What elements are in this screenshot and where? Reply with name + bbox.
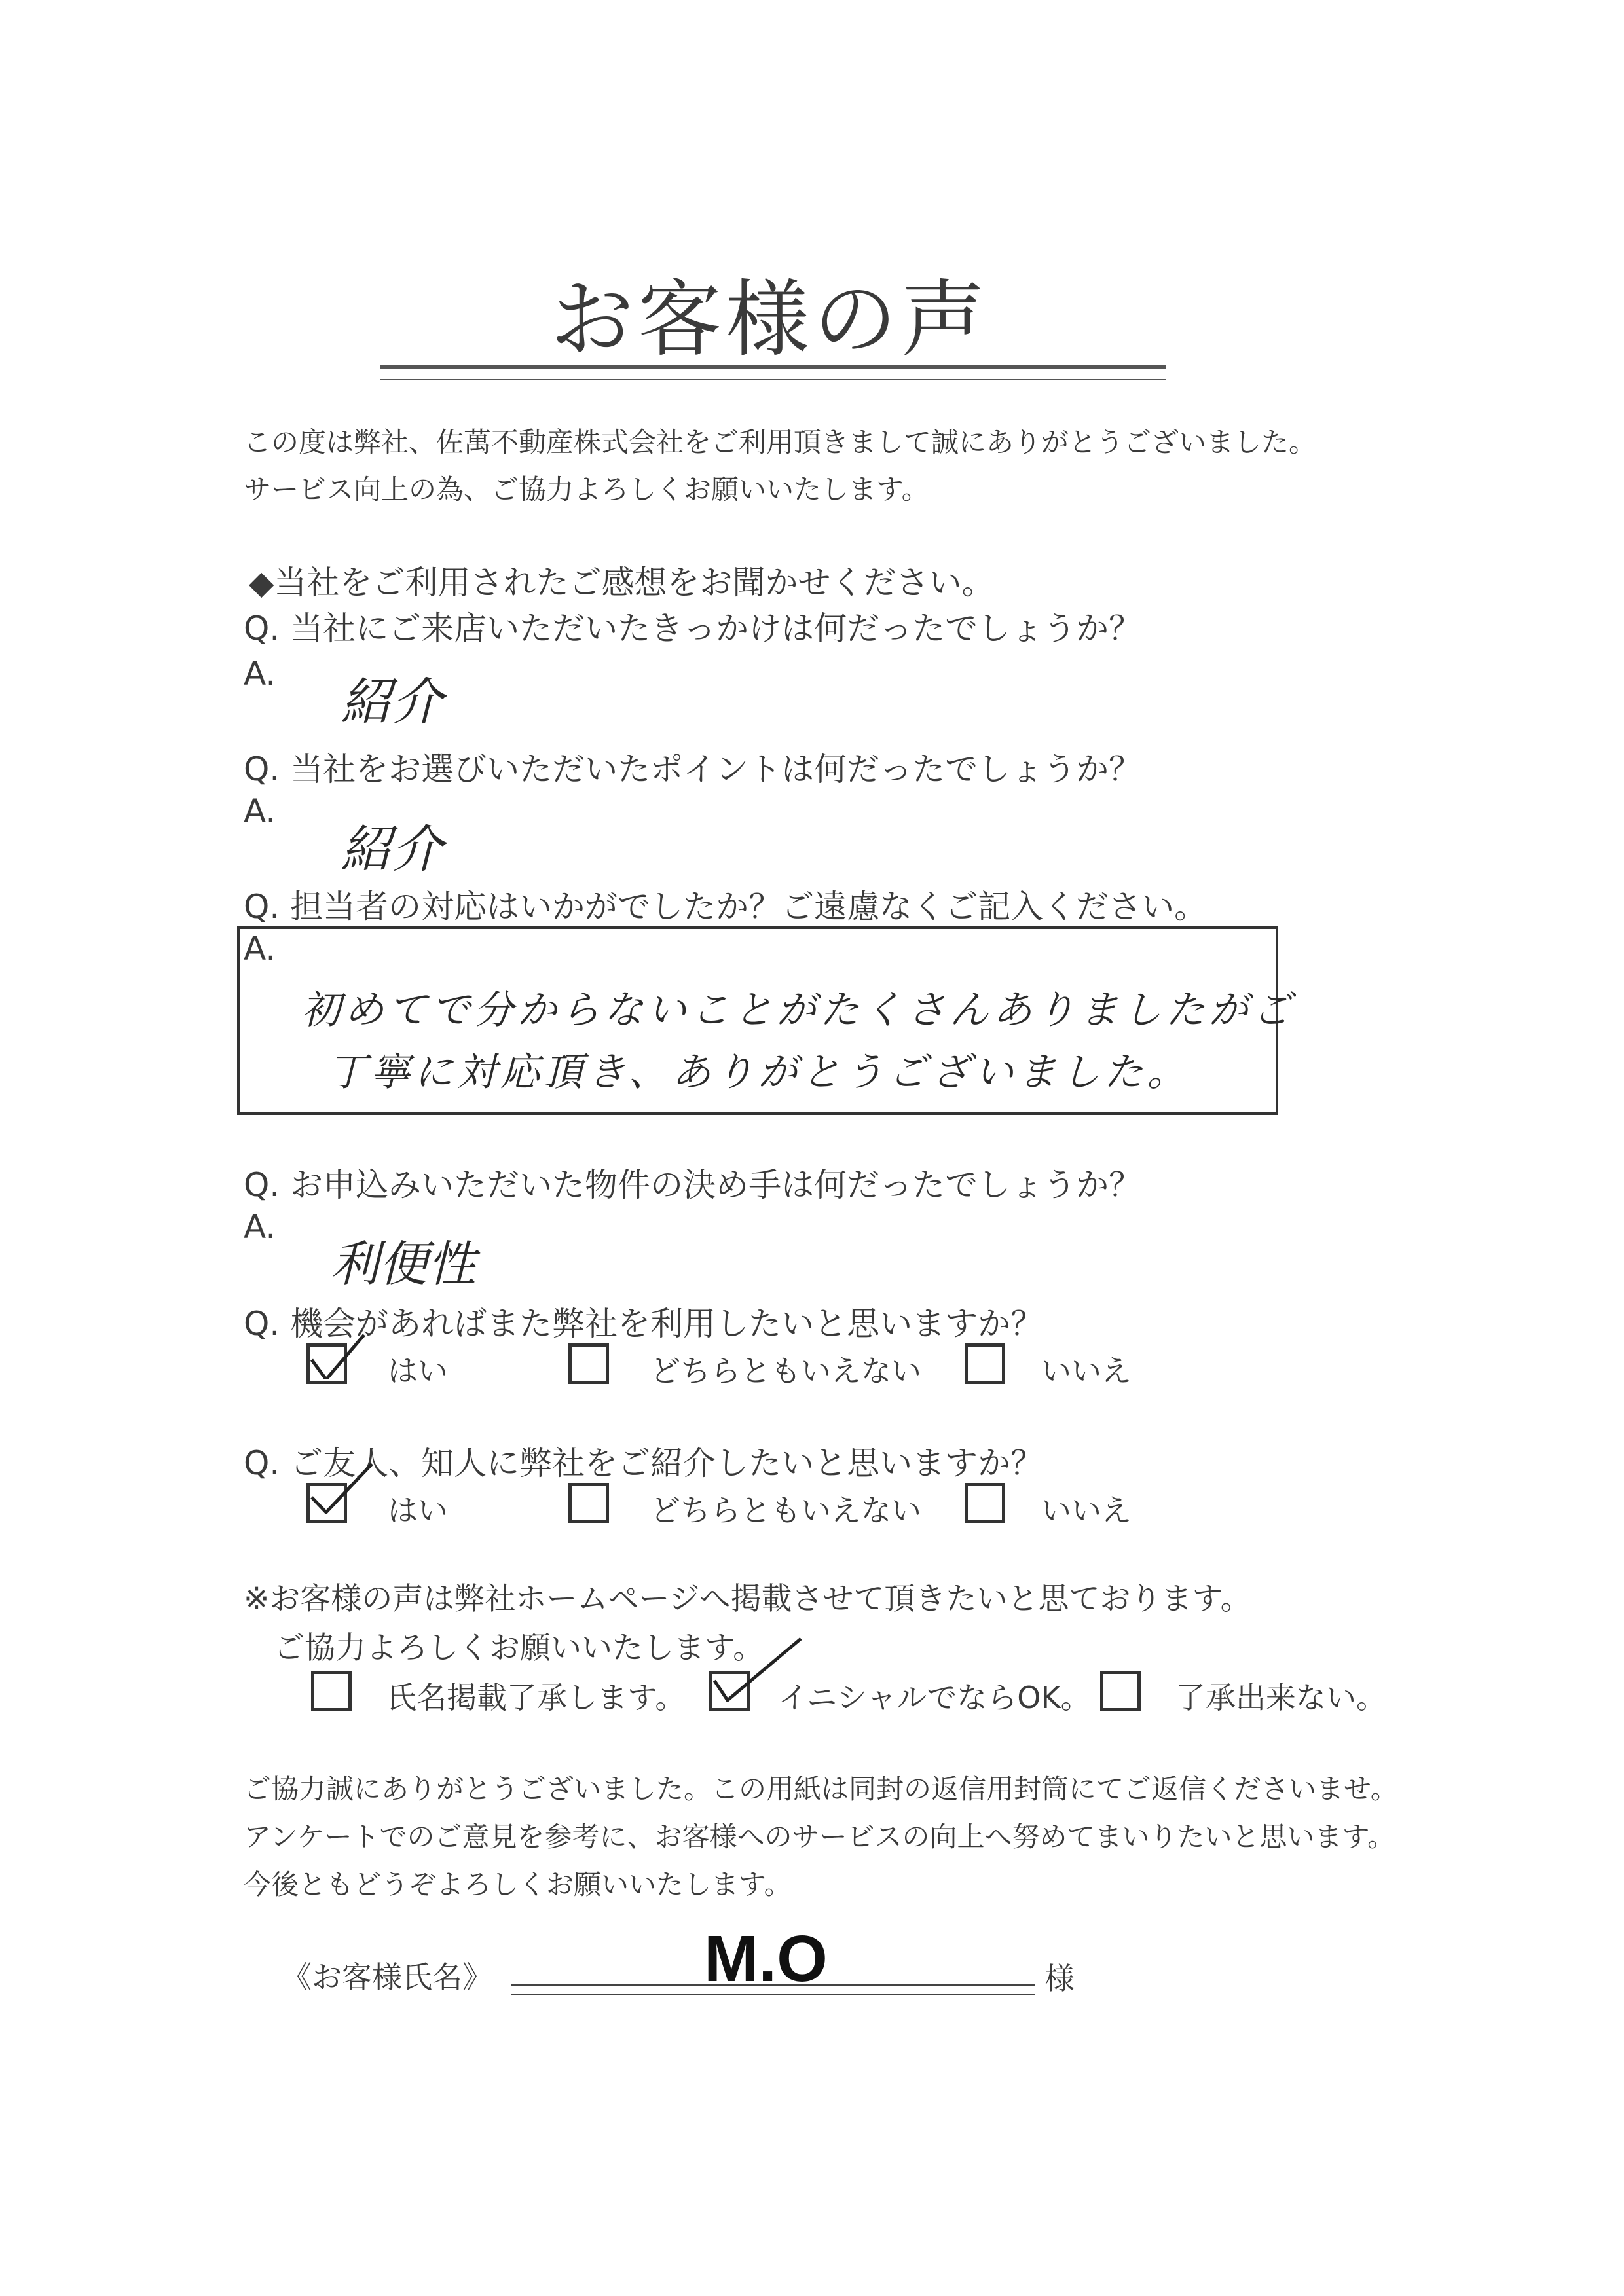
question-4: Q. お申込みいただいた物件の決め手は何だったでしょうか？ [244,1166,1142,1204]
section-heading: ◆当社をご利用されたご感想をお聞かせください。 [249,564,995,602]
revisit-no-checkbox[interactable] [965,1343,1005,1384]
publish-decline-checkbox[interactable] [1100,1671,1141,1711]
answer-2: 紹介 [341,820,443,879]
question-revisit: Q. 機会があればまた弊社を利用したいと思いますか？ [244,1305,1044,1343]
refer-no-checkbox[interactable] [965,1483,1005,1523]
closing-line-3: 今後ともどうぞよろしくお願いいたします。 [244,1868,792,1901]
revisit-yes-checkbox[interactable] [306,1343,347,1384]
revisit-no-label: いいえ [1041,1353,1132,1389]
refer-no-label: いいえ [1041,1493,1132,1528]
revisit-yes-label: はい [388,1353,448,1389]
revisit-neutral-label: どちらともいえない [650,1353,921,1389]
answer-label-4: A. [244,1208,276,1246]
answer-3-line-2: 丁寧に対応頂き、ありがとうございました。 [327,1049,1190,1095]
publish-decline-label: 了承出来ない。 [1175,1680,1386,1715]
page-title: お客様の声 [549,271,989,369]
answer-4: 利便性 [331,1236,476,1292]
revisit-neutral-checkbox[interactable] [568,1343,609,1384]
refer-neutral-label: どちらともいえない [650,1493,921,1528]
closing-line-2: アンケートでのご意見を参考に、お客様へのサービスの向上へ努めてまいりたいと思います。 [244,1821,1395,1853]
question-1: Q. 当社にご来店いただいたきっかけは何だったでしょうか？ [244,610,1142,647]
notice-line-2: ご協力よろしくお願いいたします。 [274,1630,764,1666]
publish-initials-checkbox[interactable] [709,1671,750,1711]
honorific: 様 [1044,1961,1075,1996]
intro-line-2: サービス向上の為、ご協力よろしくお願いいたします。 [244,473,929,505]
question-2: Q. 当社をお選びいただいたポイントは何だったでしょうか？ [244,750,1142,788]
closing-line-1: ご協力誠にありがとうございました。この用紙は同封の返信用封筒にてご返信くださいませ。 [244,1773,1398,1805]
publish-fullname-label: 氏名掲載了承します。 [386,1680,686,1715]
answer-1: 紹介 [341,673,443,732]
intro-line-1: この度は弊社、佐萬不動産株式会社をご利用頂きまして誠にありがとうございました。 [244,426,1317,458]
answer-label-3: A. [244,930,276,968]
answer-label-2: A. [244,792,276,830]
answer-label-1: A. [244,655,276,693]
answer-3-line-1: 初めてで分からないことがたくさんありましたがご [301,987,1295,1033]
refer-yes-checkbox[interactable] [306,1483,347,1523]
refer-neutral-checkbox[interactable] [568,1483,609,1523]
question-3: Q. 担当者の対応はいかがでしたか？ご遠慮なくご記入ください。 [244,888,1208,926]
notice-line-1: ※お客様の声は弊社ホームページへ掲載させて頂きたいと思ております。 [244,1581,1251,1617]
publish-initials-label: イニシャルでならOK。 [778,1680,1091,1715]
refer-yes-label: はい [388,1493,448,1528]
check-mark-icon [306,1461,378,1514]
customer-name: M.O [704,1922,828,1995]
signature-label: 《お客様氏名》 [282,1959,492,1995]
check-mark-icon [306,1334,365,1379]
signature-underline [511,1984,1035,1995]
question-refer: Q. ご友人、知人に弊社をご紹介したいと思いますか？ [244,1444,1044,1482]
title-underline [380,365,1166,380]
publish-fullname-checkbox[interactable] [311,1671,352,1711]
